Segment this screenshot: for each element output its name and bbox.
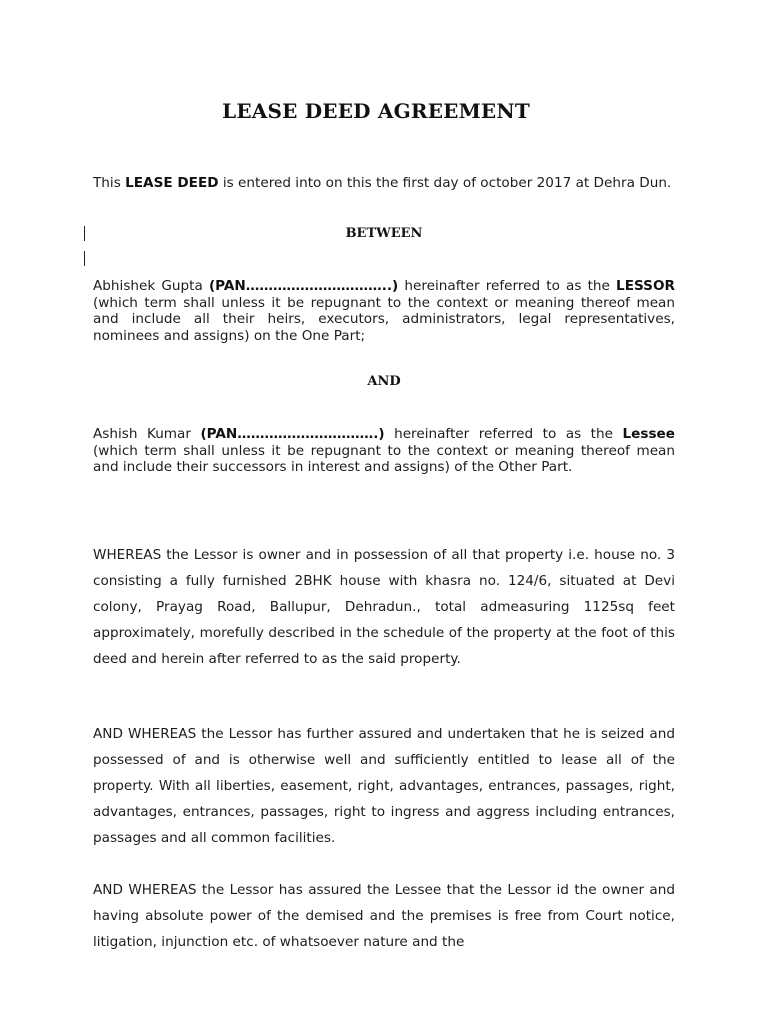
lessee-name: Ashish Kumar: [93, 426, 201, 442]
intro-text-2: is entered into on this the first day of october 2017 at Dehra Dun.: [218, 175, 672, 191]
text-cursor-mark: [84, 251, 85, 266]
lessee-text-2: (which term shall unless it be repugnant to the context or meaning thereof mean and include their successors in interest and assigns) of the Other Part.: [93, 442, 675, 476]
lessor-name: Abhishek Gupta: [93, 278, 209, 294]
intro-text-1: This: [93, 175, 126, 191]
lessor-term: LESSOR: [616, 278, 675, 294]
text-cursor-mark: [84, 226, 85, 241]
document-title: LEASE DEED AGREEMENT: [222, 99, 530, 123]
whereas-paragraph-3: AND WHEREAS the Lessor has assured the Lessee that the Lessor id the owner and having absolute power of the demised and the premises is free from Court notice, litigation, injunction etc. of whatsoever nature and the: [93, 882, 675, 950]
lessee-pan: (PAN………………………….): [200, 426, 385, 442]
lessee-paragraph: [93, 426, 675, 476]
lessor-paragraph: [93, 278, 675, 344]
lease-deed-term: LEASE DEED: [125, 175, 219, 191]
between-heading: BETWEEN: [345, 226, 423, 241]
whereas-paragraph-1: WHEREAS the Lessor is owner and in possession of all that property i.e. house no. 3 consisting a fully furnished 2BHK house with khasra no. 124/6, situated at Devi colony, Prayag Road, Ballupur, Dehradun., total admeasuring 1125sq feet approximately, morefully described in the schedule of the property at the foot of this deed and herein after referred to as the said property.: [93, 547, 675, 667]
lessee-text-1: hereinafter referred to as the: [384, 426, 623, 442]
and-heading: AND: [367, 374, 401, 389]
lessor-pan: (PAN…………………………..): [208, 278, 399, 294]
lessor-text-1: hereinafter referred to as the: [398, 278, 617, 294]
intro-paragraph: [93, 170, 675, 196]
whereas-paragraph-2: AND WHEREAS the Lessor has further assured and undertaken that he is seized and possessed of and is otherwise well and sufficiently entitled to lease all of the property. With all liberties, easement, right, advantages, entrances, passages, right, advantages, entrances, passages, right to ingress and aggress including entrances, passages and all common facilities.: [93, 726, 675, 846]
lessee-term: Lessee: [622, 426, 675, 442]
lessor-text-2: (which term shall unless it be repugnant to the context or meaning thereof mean and include all their heirs, executors, administrators, legal representatives, nominees and assigns) on the One Part;: [93, 294, 675, 344]
